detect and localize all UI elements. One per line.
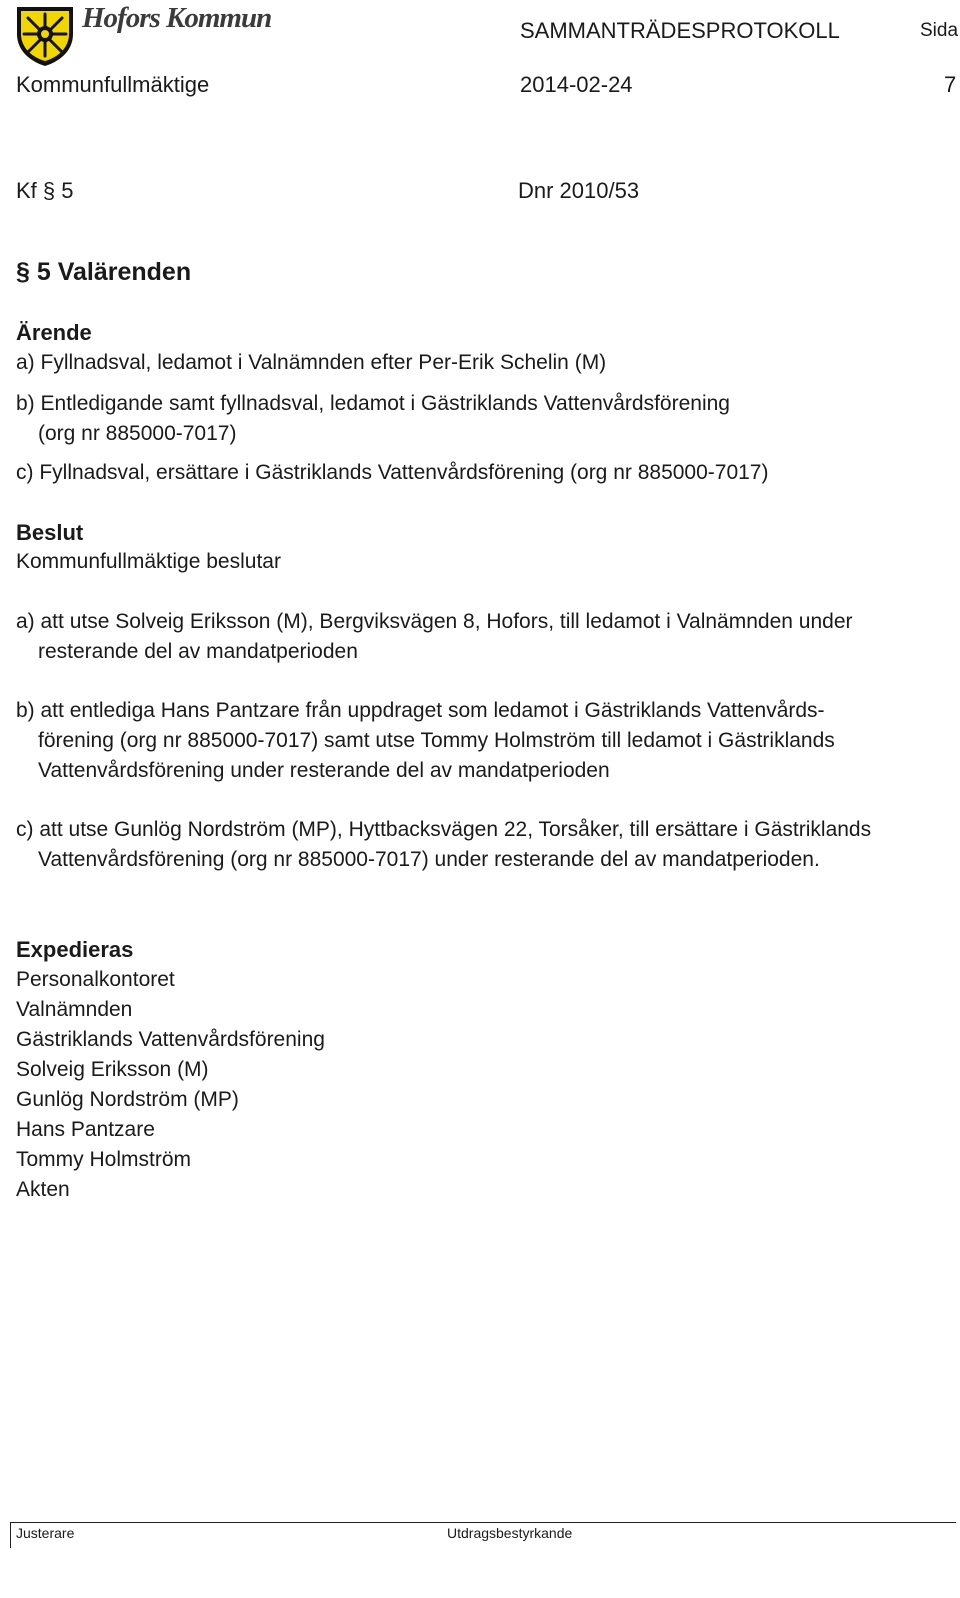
recipient-item: Akten	[16, 1178, 70, 1201]
decision-a: a) att utse Solveig Eriksson (M), Bergviksvägen 8, Hofors, till ledamot i Valnämnden under	[16, 610, 853, 633]
brand-wordmark: Hofors Kommun	[82, 2, 272, 34]
recipient-item: Gunlög Nordström (MP)	[16, 1088, 239, 1111]
decision-b-continuation: förening (org nr 885000-7017) samt utse Tommy Holmström till ledamot i Gästriklands	[38, 729, 835, 752]
expedieras-heading: Expedieras	[16, 937, 134, 962]
decision-b: b) att entlediga Hans Pantzare från uppdraget som ledamot i Gästriklands Vattenvårds-	[16, 699, 825, 722]
page-number: 7	[944, 72, 957, 97]
decision-c: c) att utse Gunlög Nordström (MP), Hyttbacksvägen 22, Torsåker, till ersättare i Gästriklands	[16, 818, 872, 841]
recipient-item: Tommy Holmström	[16, 1148, 192, 1171]
recipient-item: Personalkontoret	[16, 968, 175, 991]
paragraph-reference: Kf § 5	[16, 178, 74, 203]
section-title: § 5 Valärenden	[16, 258, 192, 286]
decision-b-continuation: Vattenvårdsförening under resterande del av mandatperioden	[38, 759, 610, 782]
arende-item-continuation: (org nr 885000-7017)	[38, 422, 237, 445]
arende-item: a) Fyllnadsval, ledamot i Valnämnden efter Per-Erik Schelin (M)	[16, 351, 607, 374]
decision-a-continuation: resterande del av mandatperioden	[38, 640, 358, 663]
document-type: SAMMANTRÄDESPROTOKOLL	[520, 18, 840, 43]
arende-item: b) Entledigande samt fyllnadsval, ledamot i Gästriklands Vattenvårdsförening	[16, 392, 730, 415]
decision-c-continuation: Vattenvårdsförening (org nr 885000-7017) under resterande del av mandatperioden.	[38, 848, 820, 871]
footer-divider	[10, 1522, 956, 1523]
utdragsbestyrkande-label: Utdragsbestyrkande	[447, 1525, 573, 1541]
meeting-date: 2014-02-24	[520, 72, 633, 97]
recipient-item: Hans Pantzare	[16, 1118, 155, 1141]
justerare-label: Justerare	[16, 1525, 75, 1541]
arende-item: c) Fyllnadsval, ersättare i Gästriklands Vattenvårdsförening (org nr 885000-7017)	[16, 461, 769, 484]
arende-heading: Ärende	[16, 320, 92, 345]
recipient-item: Valnämnden	[16, 998, 133, 1021]
recipient-item: Solveig Eriksson (M)	[16, 1058, 209, 1081]
hofors-coat-of-arms-logo	[14, 4, 76, 68]
registration-number: Dnr 2010/53	[518, 178, 640, 203]
beslut-heading: Beslut	[16, 520, 84, 545]
footer-border	[10, 1522, 11, 1548]
meeting-body: Kommunfullmäktige	[16, 72, 210, 97]
beslut-intro: Kommunfullmäktige beslutar	[16, 550, 281, 573]
page-label: Sida	[920, 20, 959, 41]
recipient-item: Gästriklands Vattenvårdsförening	[16, 1028, 325, 1051]
